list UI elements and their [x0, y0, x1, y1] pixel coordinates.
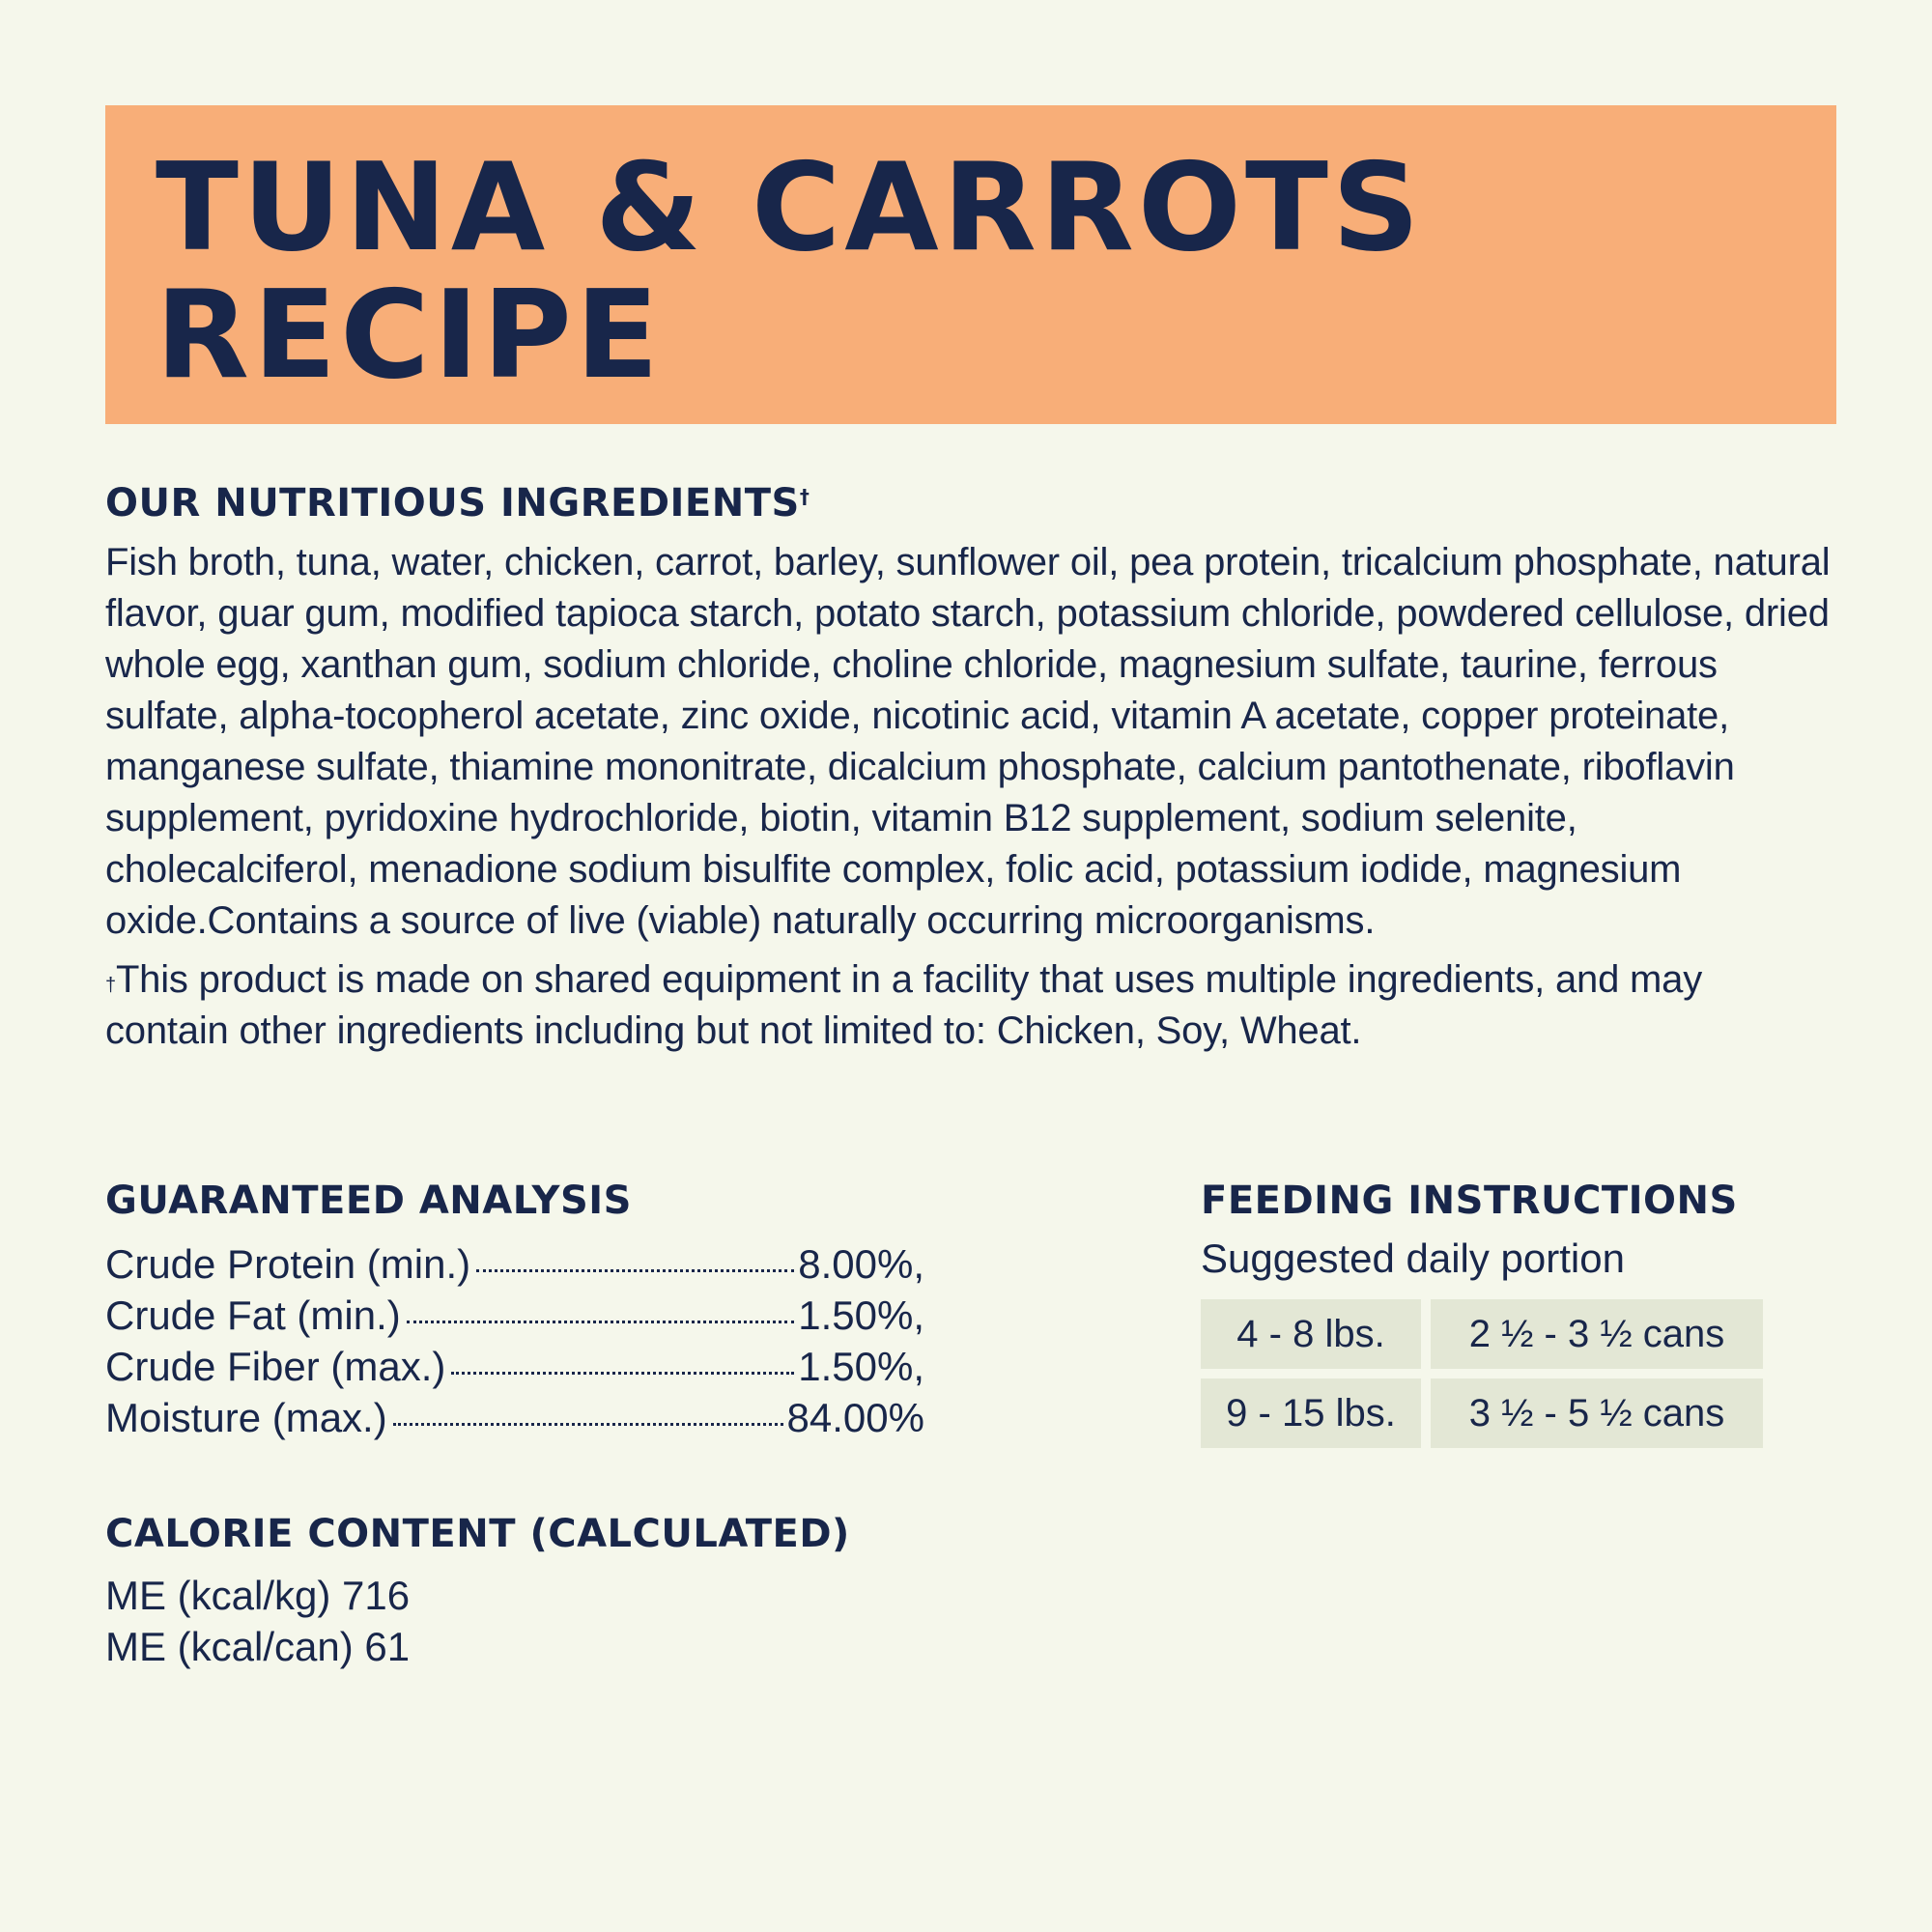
title-line-2: RECIPE — [156, 264, 663, 406]
ingredients-heading — [105, 481, 1834, 526]
analysis-row — [105, 1392, 924, 1443]
dagger-mark: † — [105, 975, 116, 996]
feeding-subheading: Suggested daily portion — [1201, 1236, 1625, 1281]
dot-leader — [451, 1372, 794, 1375]
feeding-weight-cell: 4 - 8 lbs. — [1201, 1299, 1421, 1369]
allergen-disclaimer — [105, 954, 1834, 1057]
calorie-line: ME (kcal/can) 61 — [105, 1624, 411, 1669]
feeding-amount-cell: 3 ½ - 5 ½ cans — [1431, 1378, 1763, 1448]
dagger-mark: † — [799, 485, 810, 508]
feeding-row — [1201, 1378, 1829, 1448]
feeding-row — [1201, 1299, 1829, 1369]
calorie-content-heading: CALORIE CONTENT (CALCULATED) — [105, 1512, 850, 1556]
analysis-row — [105, 1341, 924, 1392]
dot-leader — [407, 1321, 795, 1323]
feeding-weight-cell: 9 - 15 lbs. — [1201, 1378, 1421, 1448]
ingredients-heading-text: OUR NUTRITIOUS INGREDIENTS — [105, 481, 800, 526]
dot-leader — [393, 1423, 783, 1426]
analysis-label: Crude Fat (min.) — [105, 1293, 401, 1338]
analysis-row — [105, 1290, 924, 1341]
disclaimer-text: This product is made on shared equipment in a facility that uses multiple ingredients, and may contain other ingredients including but not limited to: Chicken, Soy, Wheat. — [105, 958, 1703, 1052]
calorie-content-section — [105, 1512, 926, 1672]
title-banner — [105, 105, 1836, 424]
guaranteed-analysis-heading: GUARANTEED ANALYSIS — [105, 1179, 632, 1223]
feeding-table — [1201, 1299, 1829, 1448]
analysis-row — [105, 1238, 924, 1290]
dot-leader — [476, 1269, 794, 1272]
title-line-1: TUNA & CARROTS — [156, 136, 1424, 278]
page-title — [156, 136, 1424, 406]
feeding-instructions-heading: FEEDING INSTRUCTIONS — [1201, 1179, 1738, 1223]
feeding-amount-cell: 2 ½ - 3 ½ cans — [1431, 1299, 1763, 1369]
calorie-line: ME (kcal/kg) 716 — [105, 1573, 411, 1618]
analysis-label: Crude Protein (min.) — [105, 1241, 471, 1287]
analysis-value: 1.50%, — [798, 1344, 924, 1389]
ingredients-list: Fish broth, tuna, water, chicken, carrot, barley, sunflower oil, pea protein, tricalcium phosphate, natural flavor, guar gum, modified tapioca starch, potato starch, potassium chloride, powdered cellulose, dried whole egg, xanthan gum, sodium chloride, choline chloride, magnesium sulfate, taurine, ferrous sulfate, alpha-tocopherol acetate, zinc oxide, nicotinic acid, vitamin A acetate, copper proteinate, manganese sulfate, thiamine mononitrate, dicalcium phosphate, calcium pantothenate, riboflavin supplement, pyridoxine hydrochloride, biotin, vitamin B12 supplement, sodium selenite, cholecalciferol, menadione sodium bisulfite complex, folic acid, potassium iodide, magnesium oxide.Contains a source of live (viable) naturally occurring microorganisms. — [105, 541, 1831, 942]
analysis-label: Crude Fiber (max.) — [105, 1344, 446, 1389]
ingredients-section — [105, 481, 1834, 1057]
analysis-list — [105, 1238, 926, 1443]
calorie-list — [105, 1570, 926, 1672]
guaranteed-analysis-section — [105, 1179, 926, 1443]
analysis-value: 8.00%, — [798, 1241, 924, 1287]
analysis-value: 84.00% — [786, 1395, 924, 1440]
analysis-label: Moisture (max.) — [105, 1395, 387, 1440]
feeding-instructions-section — [1201, 1179, 1829, 1458]
analysis-value: 1.50%, — [798, 1293, 924, 1338]
